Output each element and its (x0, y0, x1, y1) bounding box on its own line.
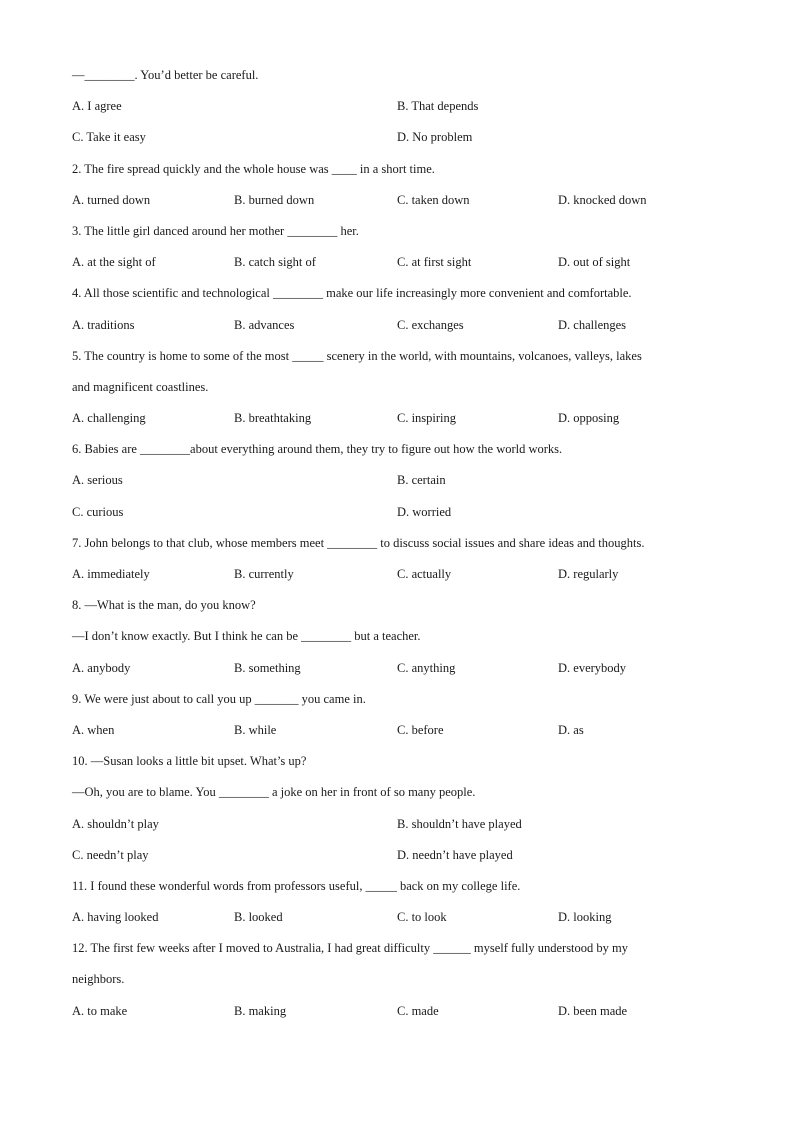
question-line (72, 746, 724, 777)
options-row (72, 559, 724, 590)
answer-option: B. looked (234, 910, 283, 925)
question-line (72, 871, 724, 902)
options-row (72, 247, 724, 278)
options-row (72, 840, 724, 871)
answer-option: C. to look (397, 910, 447, 925)
answer-option: C. before (397, 722, 444, 737)
question-line (72, 278, 724, 309)
options-row (72, 715, 724, 746)
options-row (72, 497, 724, 528)
answer-option: A. at the sight of (72, 255, 156, 270)
answer-option: D. opposing (558, 411, 620, 426)
answer-option: B. while (234, 722, 277, 737)
question-text: 12. The first few weeks after I moved to Australia, I had great difficulty ______ myself fully understood by my (72, 941, 629, 956)
answer-option: A. when (72, 722, 115, 737)
answer-option: B. advances (234, 317, 295, 332)
options-row (72, 809, 724, 840)
options-row (72, 902, 724, 933)
answer-option: B. certain (397, 473, 446, 488)
answer-option: A. having looked (72, 910, 159, 925)
answer-option: C. inspiring (397, 411, 457, 426)
question-text: —I don’t know exactly. But I think he can be ________ but a teacher. (72, 629, 421, 644)
question-line (72, 154, 724, 185)
answer-option: B. catch sight of (234, 255, 316, 270)
answer-option: B. making (234, 1003, 287, 1018)
answer-option: A. shouldn’t play (72, 816, 159, 831)
question-text: 3. The little girl danced around her mother ________ her. (72, 223, 359, 238)
answer-option: A. turned down (72, 192, 151, 207)
answer-option: D. out of sight (558, 255, 631, 270)
question-text: 11. I found these wonderful words from professors useful, _____ back on my college life. (72, 878, 521, 893)
question-line (72, 528, 724, 559)
answer-option: A. I agree (72, 99, 122, 114)
answer-option: D. challenges (558, 317, 627, 332)
question-text: 4. All those scientific and technological ________ make our life increasingly more convenient and comfortable. (72, 286, 632, 301)
options-row (72, 996, 724, 1027)
answer-option: D. everybody (558, 660, 627, 675)
answer-option: C. curious (72, 504, 124, 519)
answer-option: B. something (234, 660, 301, 675)
options-row (72, 653, 724, 684)
question-line (72, 216, 724, 247)
answer-option: B. currently (234, 567, 294, 581)
answer-option: D. as (558, 722, 584, 737)
question-text: 8. —What is the man, do you know? (72, 598, 256, 613)
answer-option: D. No problem (397, 130, 473, 145)
answer-option: C. made (397, 1003, 439, 1018)
answer-option: B. burned down (234, 192, 315, 207)
answer-option: A. traditions (72, 317, 135, 332)
question-line (72, 933, 724, 964)
answer-option: B. That depends (397, 99, 479, 114)
answer-option: B. breathtaking (234, 411, 312, 426)
answer-option: B. shouldn’t have played (397, 816, 522, 831)
question-line (72, 372, 724, 403)
question-line (72, 964, 724, 995)
answer-option: C. at first sight (397, 255, 472, 270)
question-line (72, 341, 724, 372)
question-text: 9. We were just about to call you up _______ you came in. (72, 691, 366, 706)
question-text: —________. You’d better be careful. (72, 68, 259, 82)
answer-option: A. challenging (72, 411, 146, 426)
question-line (72, 777, 724, 808)
answer-option: C. Take it easy (72, 130, 146, 145)
answer-option: D. regularly (558, 567, 619, 581)
answer-option: D. looking (558, 910, 612, 925)
question-text: 5. The country is home to some of the most _____ scenery in the world, with mountains, volcanoes, valleys, lakes (72, 348, 642, 363)
answer-option: A. to make (72, 1003, 128, 1018)
question-text: neighbors. (72, 972, 125, 987)
answer-option: A. serious (72, 473, 123, 488)
question-text: —Oh, you are to blame. You ________ a joke on her in front of so many people. (72, 785, 476, 800)
question-line (72, 60, 724, 91)
question-line (72, 434, 724, 465)
answer-option: C. exchanges (397, 317, 464, 332)
answer-option: C. needn’t play (72, 847, 149, 862)
options-row (72, 310, 724, 341)
question-text: and magnificent coastlines. (72, 379, 209, 394)
question-text: 6. Babies are ________about everything around them, they try to figure out how the world works. (72, 442, 563, 457)
question-text: 10. —Susan looks a little bit upset. What’s up? (72, 754, 307, 769)
options-row (72, 465, 724, 496)
question-text: 7. John belongs to that club, whose members meet ________ to discuss social issues and share ideas and thoughts. (72, 535, 645, 550)
answer-option: A. anybody (72, 660, 131, 675)
options-row (72, 91, 724, 122)
answer-option: C. actually (397, 567, 452, 581)
answer-option: D. been made (558, 1003, 628, 1018)
answer-option: D. knocked down (558, 192, 647, 207)
answer-option: C. taken down (397, 192, 470, 207)
answer-option: D. needn’t have played (397, 847, 513, 862)
question-line (72, 590, 724, 621)
question-line (72, 621, 724, 652)
options-row (72, 403, 724, 434)
options-row (72, 185, 724, 216)
question-text: 2. The fire spread quickly and the whole house was ____ in a short time. (72, 161, 435, 176)
worksheet-page (72, 60, 724, 1027)
answer-option: A. immediately (72, 567, 150, 581)
options-row (72, 122, 724, 153)
answer-option: D. worried (397, 504, 452, 519)
answer-option: C. anything (397, 660, 456, 675)
question-line (72, 684, 724, 715)
